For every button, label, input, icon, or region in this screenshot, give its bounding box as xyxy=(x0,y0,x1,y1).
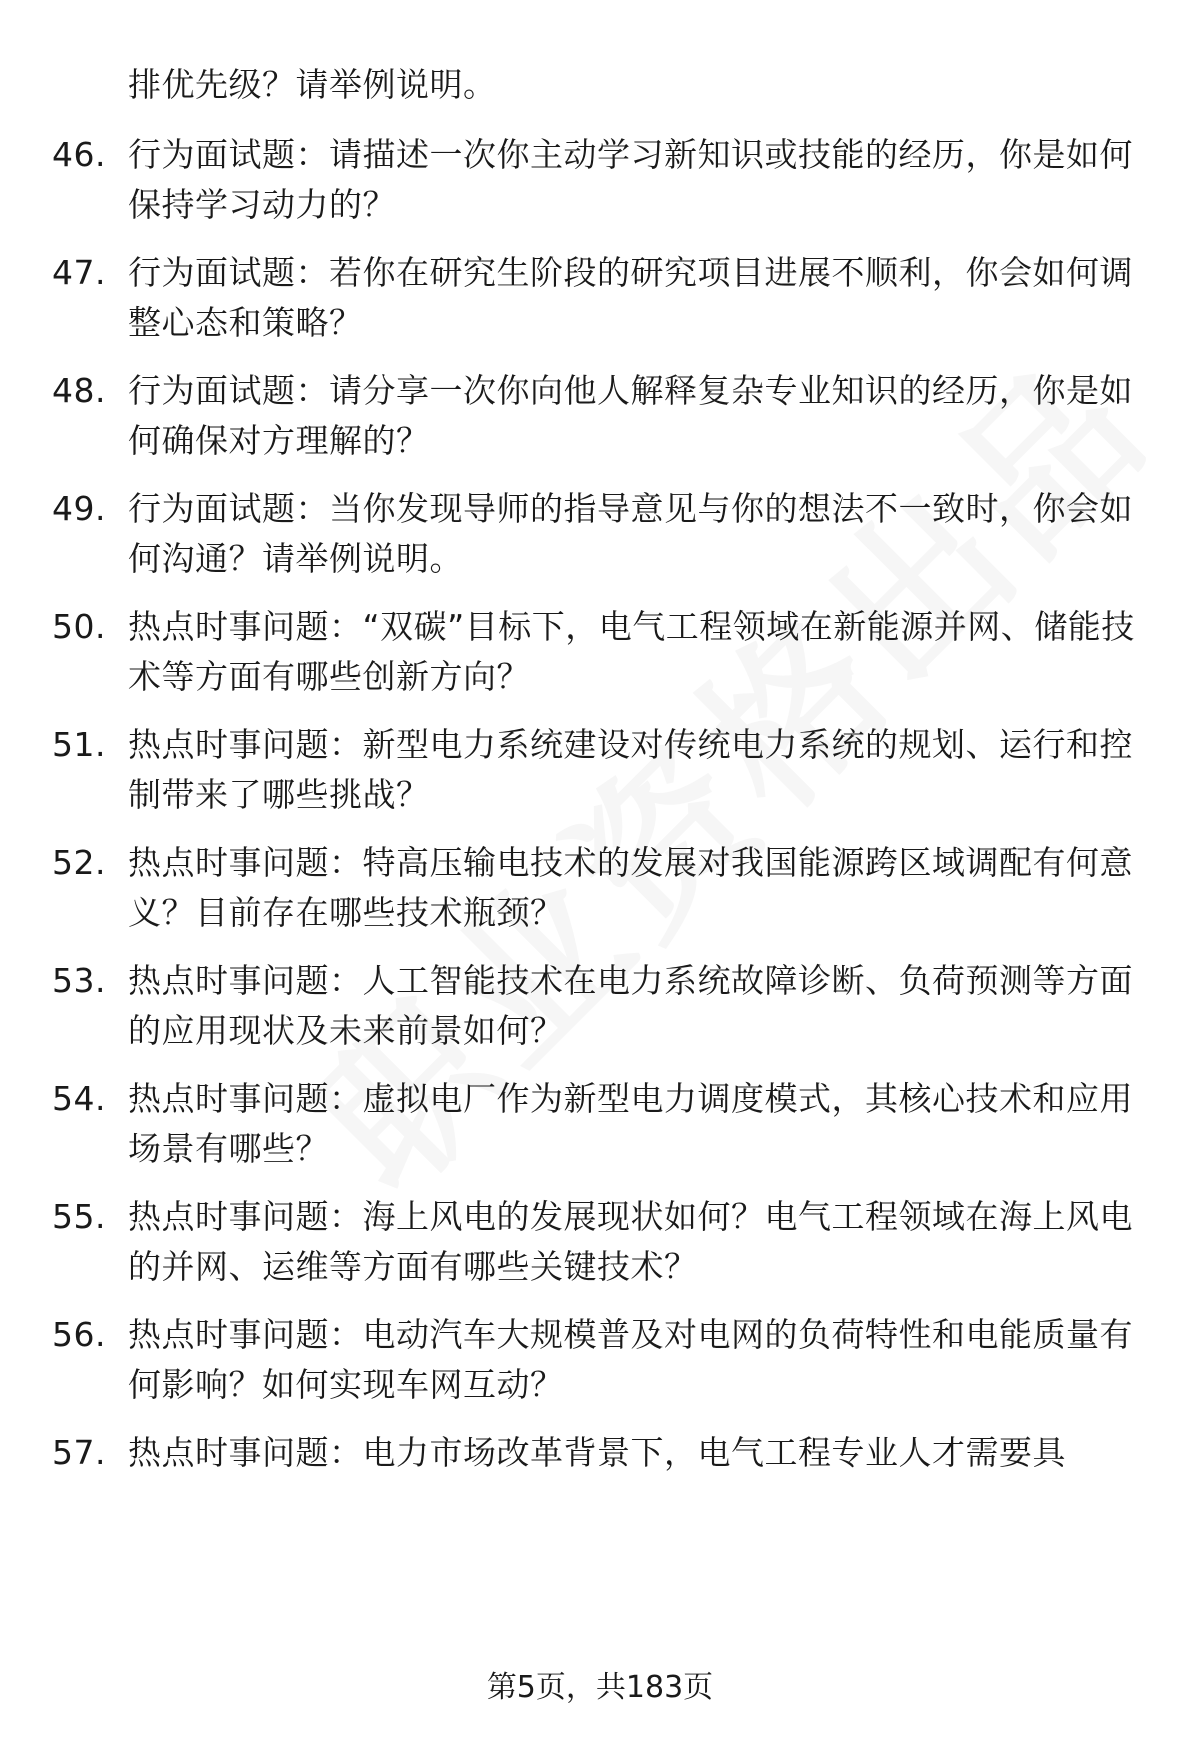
question-text: 热点时事问题：虚拟电厂作为新型电力调度模式，其核心技术和应用场景有哪些？ xyxy=(128,1079,1133,1168)
question-number: 51. xyxy=(52,725,106,764)
question-number: 53. xyxy=(52,961,106,1000)
question-number: 55. xyxy=(52,1197,106,1236)
question-number: 54. xyxy=(52,1079,106,1118)
question-number: 52. xyxy=(52,843,106,882)
question-text: 热点时事问题：人工智能技术在电力系统故障诊断、负荷预测等方面的应用现状及未来前景如何？ xyxy=(128,961,1133,1050)
question-number: 49. xyxy=(52,489,106,528)
question-text: 热点时事问题：特高压输电技术的发展对我国能源跨区域调配有何意义？目前存在哪些技术瓶颈？ xyxy=(128,843,1133,932)
question-number: 46. xyxy=(52,135,106,174)
question-number: 48. xyxy=(52,371,106,410)
question-text: 热点时事问题：新型电力系统建设对传统电力系统的规划、运行和控制带来了哪些挑战？ xyxy=(128,725,1133,814)
question-text: 行为面试题：当你发现导师的指导意见与你的想法不一致时，你会如何沟通？请举例说明。 xyxy=(128,489,1133,578)
question-text: 热点时事问题：电力市场改革背景下，电气工程专业人才需要具 xyxy=(128,1433,1066,1472)
question-number: 50. xyxy=(52,607,106,646)
question-text: 行为面试题：请分享一次你向他人解释复杂专业知识的经历，你是如何确保对方理解的？ xyxy=(128,371,1133,460)
page-footer: 第5页，共183页 xyxy=(486,1670,714,1705)
question-text: 热点时事问题：电动汽车大规模普及对电网的负荷特性和电能质量有何影响？如何实现车网互动？ xyxy=(128,1315,1133,1404)
question-text: 行为面试题：请描述一次你主动学习新知识或技能的经历，你是如何保持学习动力的？ xyxy=(128,135,1133,224)
question-continuation-text: 排优先级？请举例说明。 xyxy=(128,65,497,104)
question-text: 行为面试题：若你在研究生阶段的研究项目进展不顺利，你会如何调整心态和策略？ xyxy=(128,253,1133,342)
question-number: 56. xyxy=(52,1315,106,1354)
question-number: 47. xyxy=(52,253,106,292)
question-text: 热点时事问题：“双碳”目标下，电气工程领域在新能源并网、储能技术等方面有哪些创新方向？ xyxy=(128,607,1135,696)
question-text: 热点时事问题：海上风电的发展现状如何？电气工程领域在海上风电的并网、运维等方面有哪些关键技术？ xyxy=(128,1197,1133,1286)
question-number: 57. xyxy=(52,1433,106,1472)
